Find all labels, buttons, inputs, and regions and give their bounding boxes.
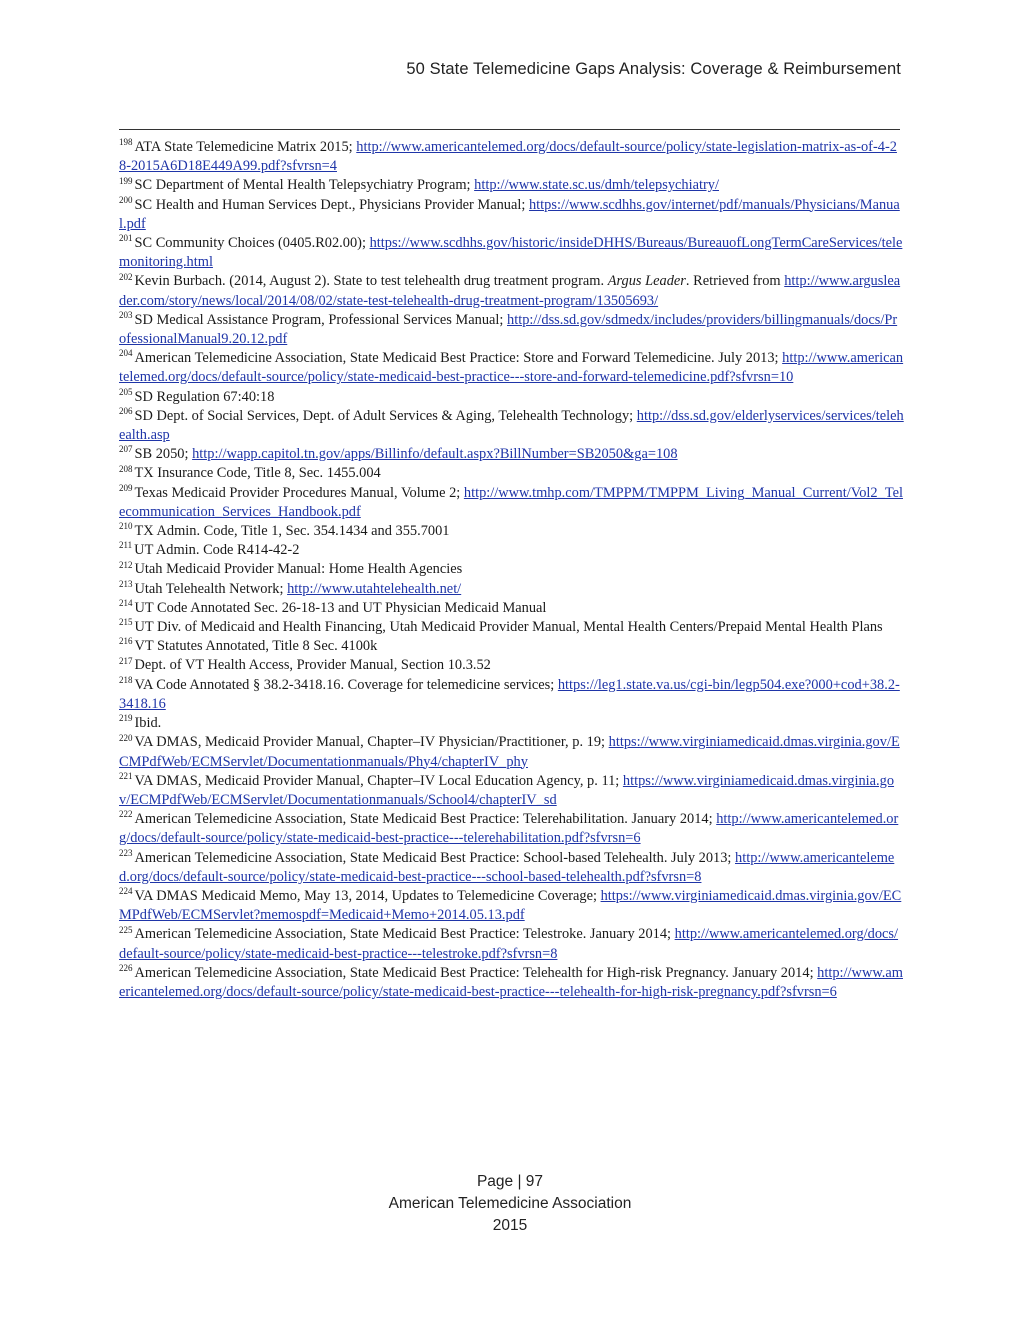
footnote-number: 222 <box>119 809 133 820</box>
footnote-text: Dept. of VT Health Access, Provider Manual, Section 10.3.52 <box>134 657 491 674</box>
footnote-number: 206 <box>119 406 133 417</box>
footnote-203 <box>119 311 904 349</box>
footnote-217 <box>119 656 904 675</box>
footnote-number: 212 <box>119 559 133 570</box>
footnote-210 <box>119 522 904 541</box>
footnote-number: 207 <box>119 444 133 455</box>
footnote-number: 201 <box>119 233 133 244</box>
page-footer <box>0 1171 1020 1237</box>
footnote-text: Kevin Burbach. (2014, August 2). State to test telehealth drug treatment program. <box>134 273 608 290</box>
footnote-text: Ibid. <box>134 715 162 732</box>
footnote-206 <box>119 407 904 445</box>
footnote-213 <box>119 580 904 599</box>
footnote-number: 208 <box>119 463 133 474</box>
footnote-201 <box>119 234 904 272</box>
footnote-text: UT Div. of Medicaid and Health Financing, Utah Medicaid Provider Manual, Mental Health Centers/Prepaid Mental Health Plans <box>134 619 883 636</box>
footnote-text: SC Health and Human Services Dept., Physicians Provider Manual; <box>134 196 529 213</box>
footnote-link[interactable]: http://dss.sd.gov/sdmedx/includes/providers/billingmanuals/docs/ProfessionalManual9.20.12.pdf <box>119 311 898 348</box>
footnote-216 <box>119 637 904 656</box>
footer-organization: American Telemedicine Association <box>388 1195 632 1212</box>
footnote-link[interactable]: https://www.virginiamedicaid.dmas.virginia.gov/ECMPdfWeb/ECMServlet?memospdf=Medicaid+Memo+2014.05.13.pdf <box>119 887 902 924</box>
footnote-link[interactable]: http://www.argusleader.com/story/news/local/2014/08/02/state-test-telehealth-drug-treatment-program/13505693/ <box>119 273 901 309</box>
footnote-text: VA Code Annotated § 38.2-3418.16. Coverage for telemedicine services; <box>134 676 558 693</box>
footnote-text: Utah Medicaid Provider Manual: Home Health Agencies <box>134 561 463 578</box>
footnote-198 <box>119 138 904 176</box>
footnote-202 <box>119 272 904 310</box>
footnote-number: 204 <box>119 348 133 359</box>
footnote-221 <box>119 772 904 810</box>
footnote-link[interactable]: http://dss.sd.gov/elderlyservices/services/telehealth.asp <box>119 407 904 444</box>
footnote-text: VT Statutes Annotated, Title 8 Sec. 4100k <box>134 638 378 655</box>
footnote-text: TX Insurance Code, Title 8, Sec. 1455.004 <box>134 465 381 482</box>
footnote-link[interactable]: https://www.scdhhs.gov/internet/pdf/manuals/Physicians/Manual.pdf <box>119 196 900 232</box>
footnote-number: 218 <box>119 674 133 685</box>
footnote-212 <box>119 560 904 579</box>
footnote-199 <box>119 176 904 195</box>
footnote-text: American Telemedicine Association, State Medicaid Best Practice: Store and Forward Telemedicine. July 2013; <box>134 350 783 367</box>
footnote-number: 220 <box>119 732 133 743</box>
footnote-link[interactable]: http://www.americantelemed.org/docs/default-source/policy/state-medicaid-best-practice---telestroke.pdf?sfvrsn=8 <box>119 926 899 962</box>
footnote-226 <box>119 964 904 1002</box>
footnote-separator-rule <box>119 129 900 130</box>
footnote-223 <box>119 849 904 887</box>
footnote-link[interactable]: http://www.tmhp.com/TMPPM/TMPPM_Living_Manual_Current/Vol2_Telecommunication_Services_Handbook.pdf <box>119 484 903 520</box>
footer-year: 2015 <box>492 1217 528 1234</box>
footnotes-list <box>119 138 904 1002</box>
footnote-text: . Retrieved from <box>685 273 785 290</box>
footnote-number: 221 <box>119 770 133 781</box>
footnote-link[interactable]: http://www.americantelemed.org/docs/default-source/policy/state-medicaid-best-practice---telehealth-for-high-risk-pregnancy.pdf?sfvrsn=6 <box>119 964 903 1000</box>
footnote-text: VA DMAS Medicaid Memo, May 13, 2014, Updates to Telemedicine Coverage; <box>134 887 601 904</box>
footnote-link[interactable]: http://www.americantelemed.org/docs/default-source/policy/state-legislation-matrix-as-of-4-28-2015A6D18E449A99.pdf?sfvrsn=4 <box>119 139 897 175</box>
footnote-text: SB 2050; <box>134 446 193 463</box>
footnote-text: SC Department of Mental Health Telepsychiatry Program; <box>134 177 475 194</box>
footnote-text: Utah Telehealth Network; <box>134 580 288 597</box>
footnote-204 <box>119 349 904 387</box>
footnote-224 <box>119 887 904 925</box>
footnote-number: 217 <box>119 655 133 666</box>
footnote-number: 200 <box>119 194 133 205</box>
footnote-219 <box>119 714 904 733</box>
footnote-link[interactable]: http://www.utahtelehealth.net/ <box>287 580 462 597</box>
footnote-link[interactable]: https://www.virginiamedicaid.dmas.virginia.gov/ECMPdfWeb/ECMServlet/Documentationmanuals/Phy4/chapterIV_phy <box>119 734 900 770</box>
footnote-number: 203 <box>119 310 133 321</box>
footnote-214 <box>119 599 904 618</box>
footnote-200 <box>119 196 904 234</box>
footnote-number: 213 <box>119 578 133 589</box>
footnote-number: 202 <box>119 271 133 282</box>
footnote-text: SD Medical Assistance Program, Professional Services Manual; <box>134 311 507 328</box>
footnote-text: Argus Leader <box>607 273 686 290</box>
footnote-text: American Telemedicine Association, State Medicaid Best Practice: Telerehabilitation. January 2014; <box>134 811 717 828</box>
footnote-text: UT Code Annotated Sec. 26-18-13 and UT Physician Medicaid Manual <box>134 599 547 616</box>
footnote-211 <box>119 541 904 560</box>
footnote-number: 216 <box>119 636 133 647</box>
footnote-208 <box>119 464 904 483</box>
footnote-text: American Telemedicine Association, State Medicaid Best Practice: Telestroke. January 2014; <box>134 926 675 943</box>
footnote-number: 214 <box>119 598 133 609</box>
page-number: Page | 97 <box>476 1173 544 1190</box>
footnote-text: ATA State Telemedicine Matrix 2015; <box>134 139 357 155</box>
footnote-text: TX Admin. Code, Title 1, Sec. 354.1434 and 355.7001 <box>134 523 450 540</box>
footnote-number: 198 <box>119 137 133 148</box>
footnote-link[interactable]: https://www.scdhhs.gov/historic/insideDHHS/Bureaus/BureauofLongTermCareServices/telemonitoring.html <box>119 235 903 271</box>
footnote-209 <box>119 484 904 522</box>
footnote-222 <box>119 810 904 848</box>
footnote-text: American Telemedicine Association, State Medicaid Best Practice: Telehealth for High-risk Pregnancy. January 2014; <box>134 964 818 981</box>
footnote-text: UT Admin. Code R414-42-2 <box>134 542 300 559</box>
footnote-link[interactable]: http://www.state.sc.us/dmh/telepsychiatry/ <box>474 177 719 194</box>
footnote-218 <box>119 676 904 714</box>
footnote-number: 210 <box>119 521 133 532</box>
footnote-205 <box>119 388 904 407</box>
footnote-link[interactable]: http://wapp.capitol.tn.gov/apps/Billinfo/default.aspx?BillNumber=SB2050&ga=108 <box>192 446 678 463</box>
footnote-text: Texas Medicaid Provider Procedures Manual, Volume 2; <box>134 484 464 501</box>
footnote-link[interactable]: https://leg1.state.va.us/cgi-bin/legp504.exe?000+cod+38.2-3418.16 <box>119 676 900 712</box>
footnote-link[interactable]: http://www.americantelemed.org/docs/default-source/policy/state-medicaid-best-practice---store-and-forward-telemedicine.pdf?sfvrsn=10 <box>119 350 904 386</box>
footnote-link[interactable]: http://www.americantelemed.org/docs/default-source/policy/state-medicaid-best-practice---school-based-telehealth.pdf?sfvrsn=8 <box>119 849 895 885</box>
footnote-number: 199 <box>119 175 133 186</box>
footnote-link[interactable]: https://www.virginiamedicaid.dmas.virginia.gov/ECMPdfWeb/ECMServlet/Documentationmanuals/School4/chapterIV_sd <box>119 772 895 808</box>
footnote-225 <box>119 925 904 963</box>
footnote-207 <box>119 445 904 464</box>
running-header: 50 State Telemedicine Gaps Analysis: Coverage & Reimbursement <box>406 60 901 78</box>
footnote-link[interactable]: http://www.americantelemed.org/docs/default-source/policy/state-medicaid-best-practice---telerehabilitation.pdf?sfvrsn=6 <box>119 811 899 847</box>
footnote-number: 215 <box>119 617 133 628</box>
footnote-text: SD Regulation 67:40:18 <box>134 388 275 405</box>
footnote-number: 225 <box>119 924 133 935</box>
footnote-text: SC Community Choices (0405.R02.00); <box>134 235 370 252</box>
footnote-number: 209 <box>119 482 133 493</box>
footnote-number: 223 <box>119 847 133 858</box>
footnote-number: 219 <box>119 713 133 724</box>
footnote-215 <box>119 618 904 637</box>
footnote-number: 226 <box>119 962 133 973</box>
footnote-text: VA DMAS, Medicaid Provider Manual, Chapter–IV Local Education Agency, p. 11; <box>134 772 623 789</box>
footnote-text: American Telemedicine Association, State Medicaid Best Practice: School-based Telehealth. July 2013; <box>134 849 735 866</box>
footnote-text: SD Dept. of Social Services, Dept. of Adult Services & Aging, Telehealth Technology; <box>134 407 637 424</box>
footnote-text: VA DMAS, Medicaid Provider Manual, Chapter–IV Physician/Practitioner, p. 19; <box>134 734 609 751</box>
footnote-number: 211 <box>119 540 133 551</box>
footnote-number: 205 <box>119 386 133 397</box>
footnote-number: 224 <box>119 886 133 897</box>
footnote-220 <box>119 733 904 771</box>
